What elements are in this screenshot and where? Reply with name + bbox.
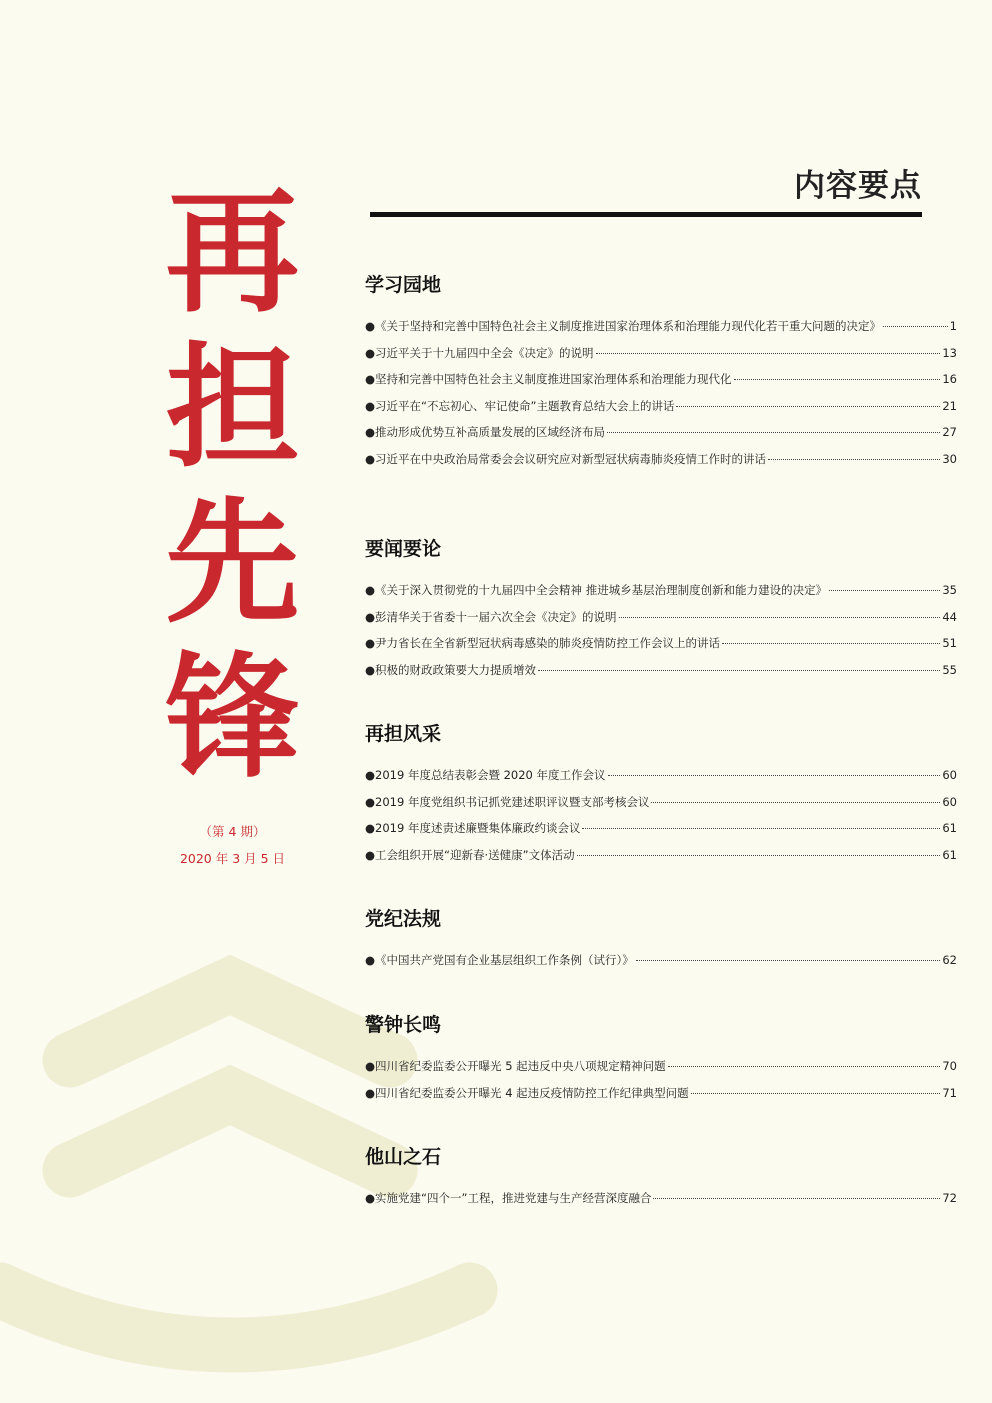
page-number: 60 [942,768,957,782]
toc-entry[interactable] [365,657,957,684]
page-number: 44 [942,609,957,624]
toc-entry[interactable] [365,577,957,604]
entry-title: ●2019 年度述责述廉暨集体廉政约谈会议 [365,821,581,835]
cover-title-char: 再 [165,173,300,331]
toc-divider [370,212,922,217]
toc-entry[interactable] [365,313,957,340]
entry-title: ●实施党建“四个一”工程，推进党建与生产经营深度融合 [365,1191,652,1205]
toc-entry[interactable] [365,419,957,446]
page-number: 51 [942,636,957,650]
dot-leader [768,459,940,460]
toc-entry[interactable] [365,789,957,816]
entry-title: ●习近平在中央政治局常委会会议研究应对新型冠状病毒肺炎疫情工作时的讲话 [365,451,767,466]
toc-entry[interactable] [365,1185,957,1212]
toc-section [365,906,957,974]
dot-leader [653,1198,940,1199]
page-number: 62 [942,953,957,967]
dot-leader [607,432,940,433]
toc-heading: 内容要点 [794,168,922,204]
toc-section [365,721,957,868]
toc-entry[interactable] [365,340,957,367]
page-number: 61 [942,847,957,862]
dot-leader [734,379,941,380]
entry-title: ●四川省纪委监委公开曝光 4 起违反疫情防控工作纪律典型问题 [365,1085,689,1100]
entry-title: ●四川省纪委监委公开曝光 5 起违反中央八项规定精神问题 [365,1059,666,1073]
dot-leader [651,802,940,803]
entry-title: ●彭清华关于省委十一届六次全会《决定》的说明 [365,609,617,624]
toc-entry[interactable] [365,604,957,631]
toc-section [365,1012,957,1106]
dot-leader [668,1066,941,1067]
entry-title: ●尹力省长在全省新型冠状病毒感染的肺炎疫情防控工作会议上的讲话 [365,636,721,650]
section-title: 他山之石 [365,1146,442,1168]
toc-entry[interactable] [365,393,957,420]
dot-leader [596,353,941,354]
toc-entry[interactable] [365,446,957,473]
section-title: 要闻要论 [365,538,442,560]
page-number: 71 [942,1085,957,1100]
page-number: 55 [942,662,957,677]
cover-title-char: 先 [165,483,300,641]
dot-leader [722,643,940,644]
dot-leader [619,617,941,618]
page-number: 61 [942,821,957,835]
entry-title: ●《关于坚持和完善中国特色社会主义制度推进国家治理体系和治理能力现代化若干重大问题的决定》 [365,319,882,333]
entry-title: ●2019 年度总结表彰会暨 2020 年度工作会议 [365,768,606,782]
page-number: 13 [942,345,957,360]
toc-entry[interactable] [365,762,957,789]
toc-entry[interactable] [365,1080,957,1107]
toc-section [365,272,957,472]
issue-date: 2020 年 3 月 5 日 [179,851,286,866]
section-title: 再担风采 [365,723,442,745]
page-number: 1 [949,319,957,333]
dot-leader [608,775,941,776]
entry-title: ●习近平关于十九届四中全会《决定》的说明 [365,345,594,360]
dot-leader [829,590,940,591]
toc-entry[interactable] [365,1053,957,1080]
entry-title: ●推动形成优势互补高质量发展的区域经济布局 [365,425,606,439]
toc-entry[interactable] [365,630,957,657]
page-number: 30 [942,451,957,466]
toc-section [365,1144,957,1212]
page-number: 72 [942,1191,957,1205]
entry-title: ●积极的财政政策要大力提质增效 [365,662,537,677]
toc-entry[interactable] [365,842,957,869]
issue-number: （第 4 期） [199,824,266,839]
toc-entry[interactable] [365,947,957,974]
dot-leader [691,1093,941,1094]
entry-title: ●《中国共产党国有企业基层组织工作条例（试行）》 [365,953,634,967]
toc-section [365,536,957,683]
toc-entry[interactable] [365,815,957,842]
cover-title-char: 担 [165,328,300,486]
entry-title: ●习近平在“不忘初心、牢记使命”主题教育总结大会上的讲话 [365,398,675,413]
section-title: 警钟长鸣 [365,1014,442,1036]
page-number: 60 [942,794,957,809]
dot-leader [883,326,948,327]
cover-title [150,175,315,795]
page-number: 16 [942,372,957,386]
entry-title: ●2019 年度党组织书记抓党建述职评议暨支部考核会议 [365,794,650,809]
section-title: 党纪法规 [365,908,442,930]
dot-leader [538,670,940,671]
dot-leader [577,855,941,856]
cover-title-char: 锋 [165,638,300,796]
page-number: 70 [942,1059,957,1073]
page-number: 35 [942,583,957,597]
dot-leader [582,828,940,829]
toc-entry[interactable] [365,366,957,393]
entry-title: ●《关于深入贯彻党的十九届四中全会精神 推进城乡基层治理制度创新和能力建设的决定》 [365,583,828,597]
dot-leader [676,406,940,407]
dot-leader [636,960,941,961]
page-number: 27 [942,425,957,439]
entry-title: ●工会组织开展“迎新春·送健康”文体活动 [365,847,575,862]
page-number: 21 [942,398,957,413]
entry-title: ●坚持和完善中国特色社会主义制度推进国家治理体系和治理能力现代化 [365,372,732,386]
section-title: 学习园地 [365,274,442,296]
